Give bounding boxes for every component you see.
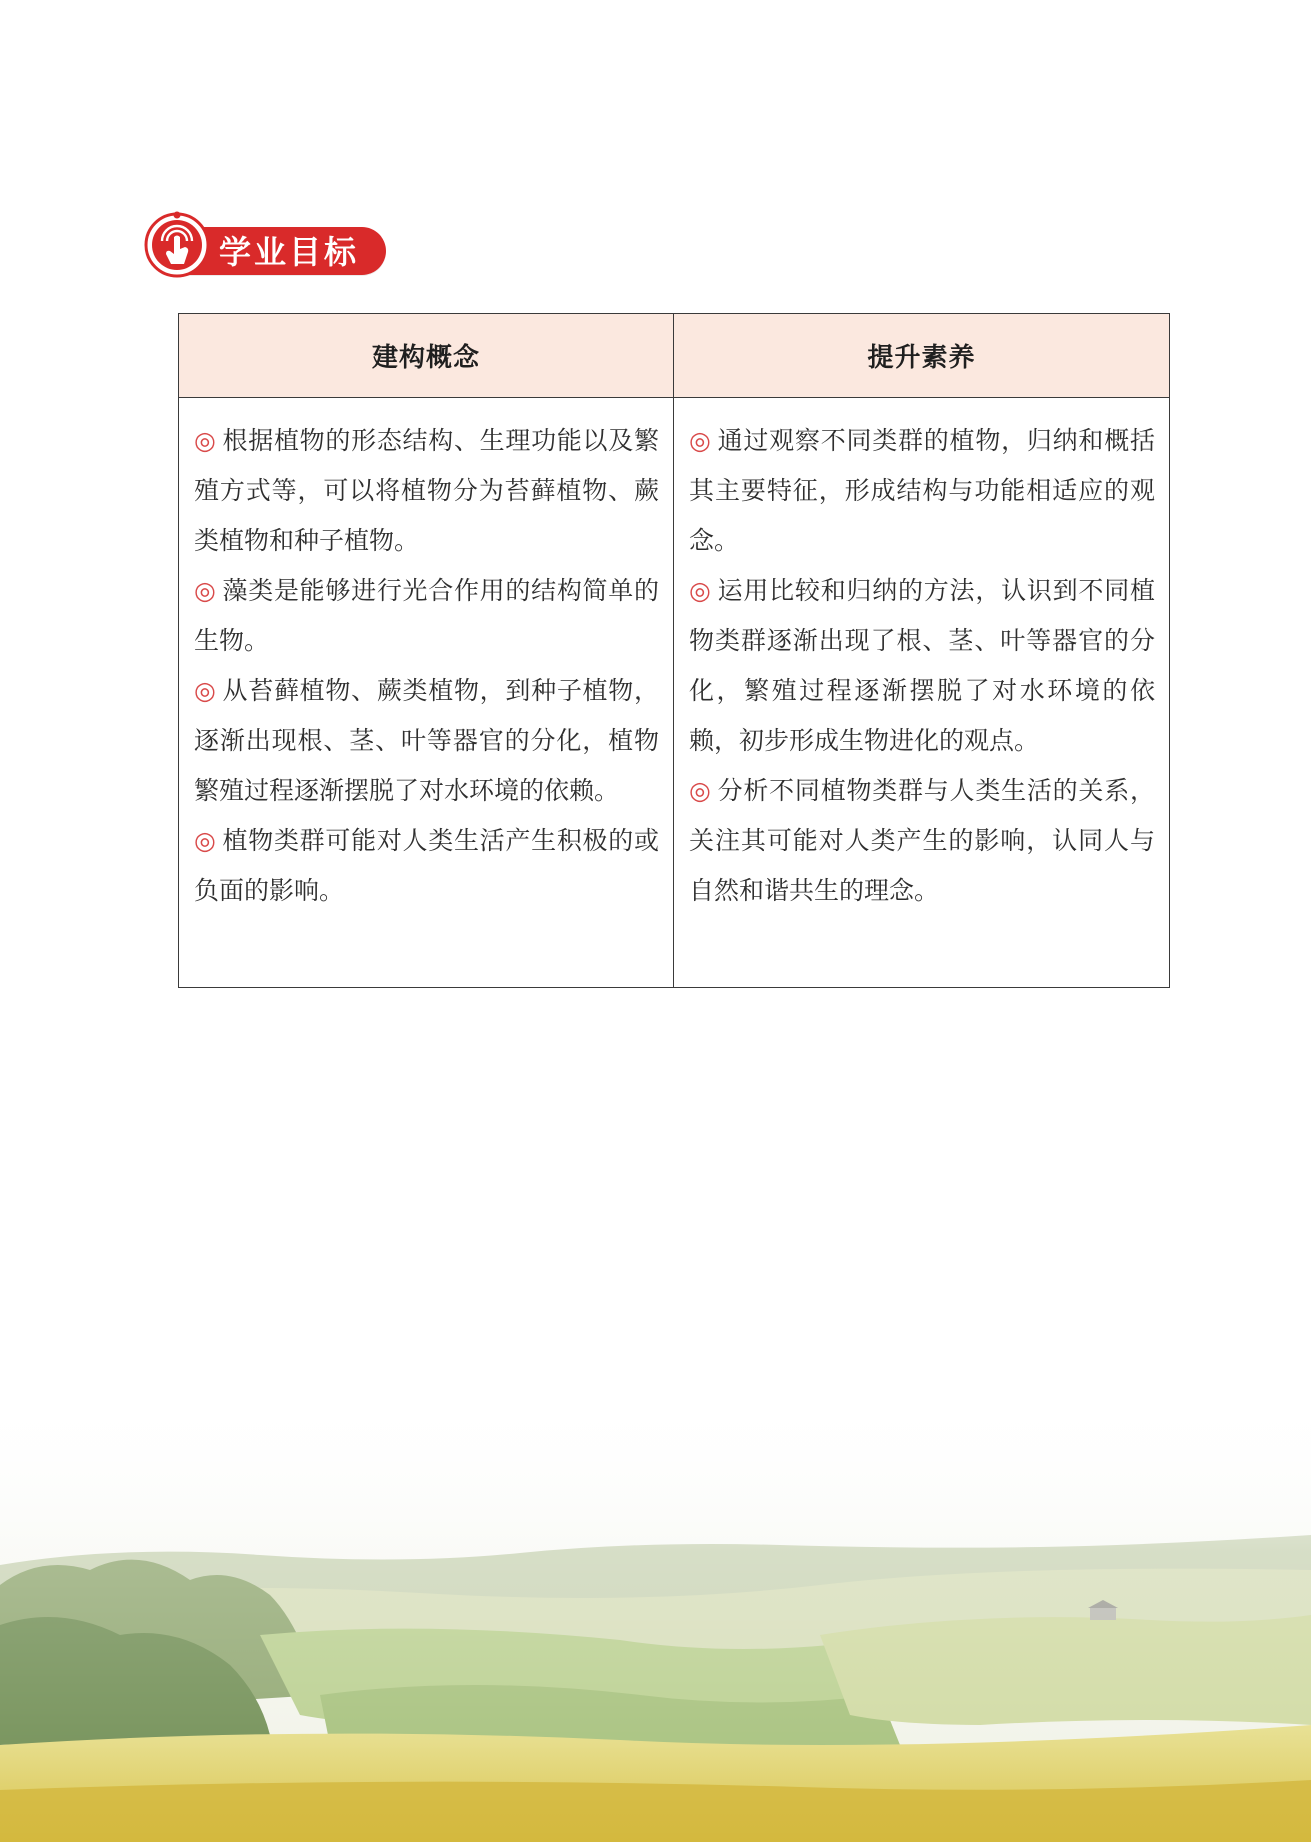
concept-item: ◎ 藻类是能够进行光合作用的结构简单的生物。 (194, 576, 659, 655)
bullet-icon: ◎ (194, 426, 217, 455)
bullet-icon: ◎ (689, 426, 712, 455)
column-concepts (179, 398, 674, 987)
section-badge (143, 211, 388, 279)
farmland-landscape-image (0, 1395, 1311, 1842)
bullet-icon: ◎ (194, 576, 217, 605)
concept-item: ◎ 植物类群可能对人类生活产生积极的或负面的影响。 (194, 826, 659, 905)
bullet-icon: ◎ (194, 676, 217, 705)
objectives-table (178, 313, 1170, 988)
competency-item: ◎ 分析不同植物类群与人类生活的关系，关注其可能对人类产生的影响，认同人与自然和谐共生的理念。 (689, 776, 1155, 905)
section-title: 学业目标 (219, 233, 360, 271)
column-header-competencies: 提升素养 (674, 314, 1169, 398)
bullet-icon: ◎ (689, 776, 712, 805)
competency-item: ◎ 运用比较和归纳的方法，认识到不同植物类群逐渐出现了根、茎、叶等器官的分化，繁殖过程逐渐摆脱了对水环境的依赖，初步形成生物进化的观点。 (689, 576, 1155, 755)
concept-item: ◎ 根据植物的形态结构、生理功能以及繁殖方式等，可以将植物分为苔藓植物、蕨类植物和种子植物。 (194, 426, 659, 555)
concept-item: ◎ 从苔藓植物、蕨类植物，到种子植物，逐渐出现根、茎、叶等器官的分化，植物繁殖过程逐渐摆脱了对水环境的依赖。 (194, 676, 659, 805)
bullet-icon: ◎ (689, 576, 712, 605)
pointing-hand-icon (143, 211, 211, 279)
bullet-icon: ◎ (194, 826, 217, 855)
column-competencies (674, 398, 1169, 987)
competency-item: ◎ 通过观察不同类群的植物，归纳和概括其主要特征，形成结构与功能相适应的观念。 (689, 426, 1155, 555)
column-header-concepts: 建构概念 (179, 314, 674, 398)
